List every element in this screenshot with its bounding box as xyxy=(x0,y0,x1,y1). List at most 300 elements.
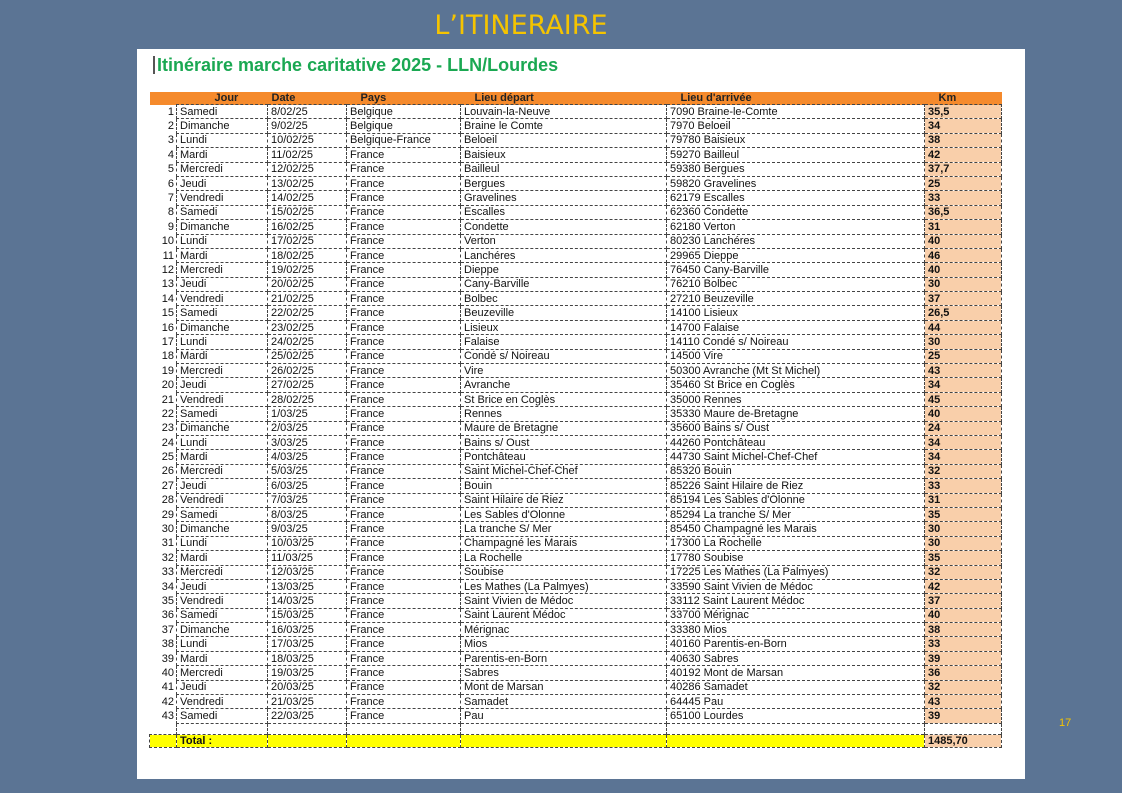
header-pays: Pays xyxy=(347,92,461,105)
itinerary-sheet xyxy=(137,49,1025,779)
lieu-depart-cell: Maure de Bretagne xyxy=(461,421,667,435)
pays-cell: France xyxy=(347,220,461,234)
lieu-arrivee-cell: 59380 Bergues xyxy=(667,162,925,176)
jour-cell: Mercredi xyxy=(177,464,268,478)
jour-cell: Jeudi xyxy=(177,479,268,493)
lieu-depart-cell: Bailleul xyxy=(461,162,667,176)
row-number: 18 xyxy=(150,349,177,363)
row-number: 29 xyxy=(150,507,177,521)
pays-cell: France xyxy=(347,450,461,464)
table-row xyxy=(150,551,1002,565)
date-cell: 15/02/25 xyxy=(268,205,347,219)
row-number: 28 xyxy=(150,493,177,507)
km-cell: 30 xyxy=(925,522,1002,536)
km-cell: 33 xyxy=(925,479,1002,493)
table-row xyxy=(150,119,1002,133)
jour-cell: Lundi xyxy=(177,536,268,550)
jour-cell: Lundi xyxy=(177,637,268,651)
jour-cell: Samedi xyxy=(177,105,268,119)
lieu-depart-cell: Parentis-en-Born xyxy=(461,651,667,665)
jour-cell: Dimanche xyxy=(177,320,268,334)
row-number: 16 xyxy=(150,320,177,334)
row-number: 24 xyxy=(150,435,177,449)
jour-cell: Mardi xyxy=(177,551,268,565)
lieu-arrivee-cell: 14700 Falaise xyxy=(667,320,925,334)
date-cell: 28/02/25 xyxy=(268,392,347,406)
row-number: 42 xyxy=(150,695,177,709)
spacer-cell xyxy=(268,723,347,734)
km-cell: 30 xyxy=(925,536,1002,550)
date-cell: 22/02/25 xyxy=(268,306,347,320)
row-number: 25 xyxy=(150,450,177,464)
table-row xyxy=(150,651,1002,665)
pays-cell: France xyxy=(347,364,461,378)
lieu-depart-cell: Avranche xyxy=(461,378,667,392)
table-row xyxy=(150,205,1002,219)
date-cell: 27/02/25 xyxy=(268,378,347,392)
lieu-depart-cell: Pontchâteau xyxy=(461,450,667,464)
row-number: 34 xyxy=(150,579,177,593)
table-row xyxy=(150,450,1002,464)
lieu-arrivee-cell: 35600 Bains s/ Oust xyxy=(667,421,925,435)
lieu-arrivee-cell: 40630 Sabres xyxy=(667,651,925,665)
lieu-depart-cell: Verton xyxy=(461,234,667,248)
pays-cell: France xyxy=(347,234,461,248)
row-number: 15 xyxy=(150,306,177,320)
table-row xyxy=(150,479,1002,493)
jour-cell: Dimanche xyxy=(177,623,268,637)
jour-cell: Vendredi xyxy=(177,695,268,709)
jour-cell: Lundi xyxy=(177,335,268,349)
lieu-depart-cell: Saint Hilaire de Riez xyxy=(461,493,667,507)
km-cell: 40 xyxy=(925,234,1002,248)
row-number: 26 xyxy=(150,464,177,478)
lieu-depart-cell: St Brice en Coglès xyxy=(461,392,667,406)
total-empty-cell xyxy=(347,734,461,747)
lieu-arrivee-cell: 44260 Pontchâteau xyxy=(667,435,925,449)
date-cell: 14/03/25 xyxy=(268,594,347,608)
table-row xyxy=(150,435,1002,449)
total-km: 1485,70 xyxy=(925,734,1002,747)
lieu-depart-cell: Soubise xyxy=(461,565,667,579)
date-cell: 11/03/25 xyxy=(268,551,347,565)
km-cell: 43 xyxy=(925,364,1002,378)
lieu-depart-cell: Rennes xyxy=(461,407,667,421)
lieu-depart-cell: Saint Laurent Médoc xyxy=(461,608,667,622)
km-cell: 40 xyxy=(925,608,1002,622)
pays-cell: Belgique xyxy=(347,105,461,119)
table-row xyxy=(150,565,1002,579)
km-cell: 31 xyxy=(925,220,1002,234)
table-row xyxy=(150,493,1002,507)
lieu-depart-cell: Escalles xyxy=(461,205,667,219)
km-cell: 35 xyxy=(925,551,1002,565)
jour-cell: Samedi xyxy=(177,205,268,219)
lieu-depart-cell: Falaise xyxy=(461,335,667,349)
km-cell: 30 xyxy=(925,277,1002,291)
date-cell: 8/03/25 xyxy=(268,507,347,521)
lieu-arrivee-cell: 85194 Les Sables d'Olonne xyxy=(667,493,925,507)
row-number: 6 xyxy=(150,176,177,190)
jour-cell: Mardi xyxy=(177,651,268,665)
row-number: 11 xyxy=(150,248,177,262)
table-row xyxy=(150,637,1002,651)
jour-cell: Mardi xyxy=(177,349,268,363)
date-cell: 20/03/25 xyxy=(268,680,347,694)
lieu-arrivee-cell: 65100 Lourdes xyxy=(667,709,925,723)
date-cell: 17/02/25 xyxy=(268,234,347,248)
table-row xyxy=(150,248,1002,262)
lieu-depart-cell: Beuzeville xyxy=(461,306,667,320)
header-num xyxy=(150,92,177,105)
spacer-cell xyxy=(667,723,925,734)
km-cell: 25 xyxy=(925,349,1002,363)
lieu-arrivee-cell: 27210 Beuzeville xyxy=(667,292,925,306)
date-cell: 13/02/25 xyxy=(268,176,347,190)
spacer-cell xyxy=(347,723,461,734)
jour-cell: Jeudi xyxy=(177,378,268,392)
header-lieu-arrivee: Lieu d'arrivée xyxy=(667,92,925,105)
lieu-arrivee-cell: 14100 Lisieux xyxy=(667,306,925,320)
pays-cell: France xyxy=(347,205,461,219)
table-row xyxy=(150,536,1002,550)
date-cell: 20/02/25 xyxy=(268,277,347,291)
jour-cell: Samedi xyxy=(177,306,268,320)
lieu-depart-cell: Saint Michel-Chef-Chef xyxy=(461,464,667,478)
row-number: 41 xyxy=(150,680,177,694)
row-number: 19 xyxy=(150,364,177,378)
lieu-depart-cell: Braine le Comte xyxy=(461,119,667,133)
pays-cell: France xyxy=(347,435,461,449)
table-row xyxy=(150,306,1002,320)
jour-cell: Samedi xyxy=(177,507,268,521)
row-number: 9 xyxy=(150,220,177,234)
jour-cell: Samedi xyxy=(177,709,268,723)
km-cell: 30 xyxy=(925,335,1002,349)
lieu-depart-cell: Bains s/ Oust xyxy=(461,435,667,449)
lieu-depart-cell: Cany-Barville xyxy=(461,277,667,291)
table-row xyxy=(150,364,1002,378)
km-cell: 42 xyxy=(925,579,1002,593)
total-empty-cell xyxy=(268,734,347,747)
lieu-depart-cell: Beloeil xyxy=(461,133,667,147)
lieu-depart-cell: Mios xyxy=(461,637,667,651)
date-cell: 24/02/25 xyxy=(268,335,347,349)
jour-cell: Dimanche xyxy=(177,421,268,435)
lieu-arrivee-cell: 85450 Champagné les Marais xyxy=(667,522,925,536)
pays-cell: France xyxy=(347,608,461,622)
pays-cell: Belgique-France xyxy=(347,133,461,147)
pays-cell: France xyxy=(347,176,461,190)
lieu-arrivee-cell: 29965 Dieppe xyxy=(667,248,925,262)
pays-cell: France xyxy=(347,680,461,694)
table-row xyxy=(150,579,1002,593)
pays-cell: France xyxy=(347,522,461,536)
jour-cell: Mercredi xyxy=(177,263,268,277)
table-row xyxy=(150,507,1002,521)
row-number: 39 xyxy=(150,651,177,665)
date-cell: 8/02/25 xyxy=(268,105,347,119)
spacer-row xyxy=(150,723,1002,734)
itinerary-table xyxy=(149,92,1002,748)
jour-cell: Mercredi xyxy=(177,565,268,579)
lieu-arrivee-cell: 33700 Mérignac xyxy=(667,608,925,622)
pays-cell: France xyxy=(347,421,461,435)
lieu-depart-cell: Pau xyxy=(461,709,667,723)
jour-cell: Vendredi xyxy=(177,392,268,406)
pays-cell: France xyxy=(347,695,461,709)
header-row xyxy=(150,92,1002,105)
jour-cell: Vendredi xyxy=(177,594,268,608)
header-jour: Jour xyxy=(177,92,268,105)
km-cell: 45 xyxy=(925,392,1002,406)
pays-cell: France xyxy=(347,407,461,421)
table-row xyxy=(150,148,1002,162)
km-cell: 34 xyxy=(925,378,1002,392)
jour-cell: Mercredi xyxy=(177,162,268,176)
row-number: 20 xyxy=(150,378,177,392)
table-row xyxy=(150,594,1002,608)
lieu-arrivee-cell: 85226 Saint Hilaire de Riez xyxy=(667,479,925,493)
km-cell: 32 xyxy=(925,464,1002,478)
lieu-arrivee-cell: 50300 Avranche (Mt St Michel) xyxy=(667,364,925,378)
jour-cell: Lundi xyxy=(177,435,268,449)
date-cell: 5/03/25 xyxy=(268,464,347,478)
date-cell: 18/03/25 xyxy=(268,651,347,665)
km-cell: 32 xyxy=(925,565,1002,579)
km-cell: 24 xyxy=(925,421,1002,435)
lieu-arrivee-cell: 79780 Baisieux xyxy=(667,133,925,147)
date-cell: 22/03/25 xyxy=(268,709,347,723)
row-number: 21 xyxy=(150,392,177,406)
jour-cell: Samedi xyxy=(177,608,268,622)
date-cell: 13/03/25 xyxy=(268,579,347,593)
km-cell: 38 xyxy=(925,623,1002,637)
date-cell: 11/02/25 xyxy=(268,148,347,162)
table-row xyxy=(150,162,1002,176)
date-cell: 14/02/25 xyxy=(268,191,347,205)
row-number: 10 xyxy=(150,234,177,248)
header-lieu-depart: Lieu départ xyxy=(461,92,667,105)
lieu-arrivee-cell: 62360 Condette xyxy=(667,205,925,219)
table-row xyxy=(150,464,1002,478)
lieu-depart-cell: Les Sables d'Olonne xyxy=(461,507,667,521)
km-cell: 35,5 xyxy=(925,105,1002,119)
pays-cell: France xyxy=(347,162,461,176)
km-cell: 46 xyxy=(925,248,1002,262)
lieu-arrivee-cell: 14110 Condé s/ Noireau xyxy=(667,335,925,349)
date-cell: 21/02/25 xyxy=(268,292,347,306)
date-cell: 25/02/25 xyxy=(268,349,347,363)
table-row xyxy=(150,608,1002,622)
pays-cell: France xyxy=(347,594,461,608)
date-cell: 23/02/25 xyxy=(268,320,347,334)
date-cell: 12/03/25 xyxy=(268,565,347,579)
pays-cell: France xyxy=(347,306,461,320)
jour-cell: Lundi xyxy=(177,234,268,248)
date-cell: 16/02/25 xyxy=(268,220,347,234)
date-cell: 17/03/25 xyxy=(268,637,347,651)
lieu-depart-cell: Samadet xyxy=(461,695,667,709)
lieu-depart-cell: Mérignac xyxy=(461,623,667,637)
jour-cell: Dimanche xyxy=(177,119,268,133)
km-cell: 33 xyxy=(925,637,1002,651)
page-number: 17 xyxy=(1059,717,1072,729)
lieu-arrivee-cell: 64445 Pau xyxy=(667,695,925,709)
table-row xyxy=(150,392,1002,406)
row-number: 13 xyxy=(150,277,177,291)
lieu-depart-cell: Saint Vivien de Médoc xyxy=(461,594,667,608)
km-cell: 44 xyxy=(925,320,1002,334)
km-cell: 37,7 xyxy=(925,162,1002,176)
pays-cell: France xyxy=(347,277,461,291)
table-row xyxy=(150,320,1002,334)
lieu-depart-cell: Louvain-la-Neuve xyxy=(461,105,667,119)
jour-cell: Vendredi xyxy=(177,292,268,306)
pays-cell: France xyxy=(347,464,461,478)
table-row xyxy=(150,378,1002,392)
lieu-arrivee-cell: 7090 Braine-le-Comte xyxy=(667,105,925,119)
row-number: 43 xyxy=(150,709,177,723)
lieu-depart-cell: Dieppe xyxy=(461,263,667,277)
table-row xyxy=(150,349,1002,363)
km-cell: 37 xyxy=(925,594,1002,608)
row-number: 12 xyxy=(150,263,177,277)
km-cell: 38 xyxy=(925,133,1002,147)
pays-cell: France xyxy=(347,637,461,651)
table-row xyxy=(150,623,1002,637)
date-cell: 9/02/25 xyxy=(268,119,347,133)
header-km: Km xyxy=(925,92,1002,105)
spacer-cell xyxy=(177,723,268,734)
lieu-depart-cell: Vire xyxy=(461,364,667,378)
date-cell: 10/02/25 xyxy=(268,133,347,147)
lieu-depart-cell: Condé s/ Noireau xyxy=(461,349,667,363)
jour-cell: Mercredi xyxy=(177,364,268,378)
km-cell: 34 xyxy=(925,450,1002,464)
lieu-depart-cell: Gravelines xyxy=(461,191,667,205)
date-cell: 9/03/25 xyxy=(268,522,347,536)
table-row xyxy=(150,105,1002,119)
slide-title: L’ITINERAIRE xyxy=(434,10,608,41)
table-row xyxy=(150,680,1002,694)
pays-cell: France xyxy=(347,335,461,349)
total-empty-cell xyxy=(461,734,667,747)
total-label: Total : xyxy=(177,734,268,747)
total-row xyxy=(150,734,1002,747)
table-row xyxy=(150,176,1002,190)
km-cell: 39 xyxy=(925,651,1002,665)
lieu-depart-cell: Bolbec xyxy=(461,292,667,306)
pays-cell: France xyxy=(347,479,461,493)
pays-cell: France xyxy=(347,349,461,363)
km-cell: 39 xyxy=(925,709,1002,723)
table-row xyxy=(150,407,1002,421)
pays-cell: France xyxy=(347,320,461,334)
date-cell: 21/03/25 xyxy=(268,695,347,709)
spacer-cell xyxy=(461,723,667,734)
row-number: 33 xyxy=(150,565,177,579)
jour-cell: Jeudi xyxy=(177,680,268,694)
date-cell: 12/02/25 xyxy=(268,162,347,176)
spacer-cell xyxy=(150,723,177,734)
jour-cell: Jeudi xyxy=(177,176,268,190)
row-number: 3 xyxy=(150,133,177,147)
pays-cell: France xyxy=(347,148,461,162)
lieu-depart-cell: Bouin xyxy=(461,479,667,493)
jour-cell: Mardi xyxy=(177,450,268,464)
date-cell: 19/02/25 xyxy=(268,263,347,277)
km-cell: 32 xyxy=(925,680,1002,694)
km-cell: 25 xyxy=(925,176,1002,190)
jour-cell: Dimanche xyxy=(177,220,268,234)
pays-cell: France xyxy=(347,709,461,723)
pays-cell: France xyxy=(347,248,461,262)
date-cell: 26/02/25 xyxy=(268,364,347,378)
table-row xyxy=(150,695,1002,709)
row-number: 30 xyxy=(150,522,177,536)
row-number: 38 xyxy=(150,637,177,651)
row-number: 37 xyxy=(150,623,177,637)
date-cell: 18/02/25 xyxy=(268,248,347,262)
lieu-arrivee-cell: 7970 Beloeil xyxy=(667,119,925,133)
jour-cell: Jeudi xyxy=(177,277,268,291)
km-cell: 35 xyxy=(925,507,1002,521)
table-row xyxy=(150,421,1002,435)
km-cell: 42 xyxy=(925,148,1002,162)
lieu-arrivee-cell: 17780 Soubise xyxy=(667,551,925,565)
jour-cell: Vendredi xyxy=(177,493,268,507)
lieu-arrivee-cell: 59820 Gravelines xyxy=(667,176,925,190)
pays-cell: France xyxy=(347,551,461,565)
row-number: 31 xyxy=(150,536,177,550)
km-cell: 40 xyxy=(925,407,1002,421)
row-number: 35 xyxy=(150,594,177,608)
row-number: 4 xyxy=(150,148,177,162)
row-number: 40 xyxy=(150,666,177,680)
table-row xyxy=(150,191,1002,205)
lieu-arrivee-cell: 40192 Mont de Marsan xyxy=(667,666,925,680)
pays-cell: France xyxy=(347,493,461,507)
spacer-cell xyxy=(925,723,1002,734)
sheet-title: Itinéraire marche caritative 2025 - LLN/Lourdes xyxy=(153,56,558,74)
lieu-arrivee-cell: 33380 Mios xyxy=(667,623,925,637)
date-cell: 7/03/25 xyxy=(268,493,347,507)
lieu-arrivee-cell: 62180 Verton xyxy=(667,220,925,234)
jour-cell: Jeudi xyxy=(177,579,268,593)
table-row xyxy=(150,220,1002,234)
lieu-depart-cell: La Rochelle xyxy=(461,551,667,565)
pays-cell: France xyxy=(347,263,461,277)
lieu-arrivee-cell: 76210 Bolbec xyxy=(667,277,925,291)
jour-cell: Mercredi xyxy=(177,666,268,680)
row-number: 27 xyxy=(150,479,177,493)
date-cell: 6/03/25 xyxy=(268,479,347,493)
lieu-arrivee-cell: 17225 Les Mathes (La Palmyes) xyxy=(667,565,925,579)
row-number: 2 xyxy=(150,119,177,133)
km-cell: 36,5 xyxy=(925,205,1002,219)
jour-cell: Samedi xyxy=(177,407,268,421)
km-cell: 34 xyxy=(925,435,1002,449)
lieu-depart-cell: Mont de Marsan xyxy=(461,680,667,694)
km-cell: 26,5 xyxy=(925,306,1002,320)
pays-cell: France xyxy=(347,623,461,637)
lieu-depart-cell: Lisieux xyxy=(461,320,667,334)
date-cell: 2/03/25 xyxy=(268,421,347,435)
pays-cell: France xyxy=(347,536,461,550)
row-number: 22 xyxy=(150,407,177,421)
pays-cell: France xyxy=(347,191,461,205)
